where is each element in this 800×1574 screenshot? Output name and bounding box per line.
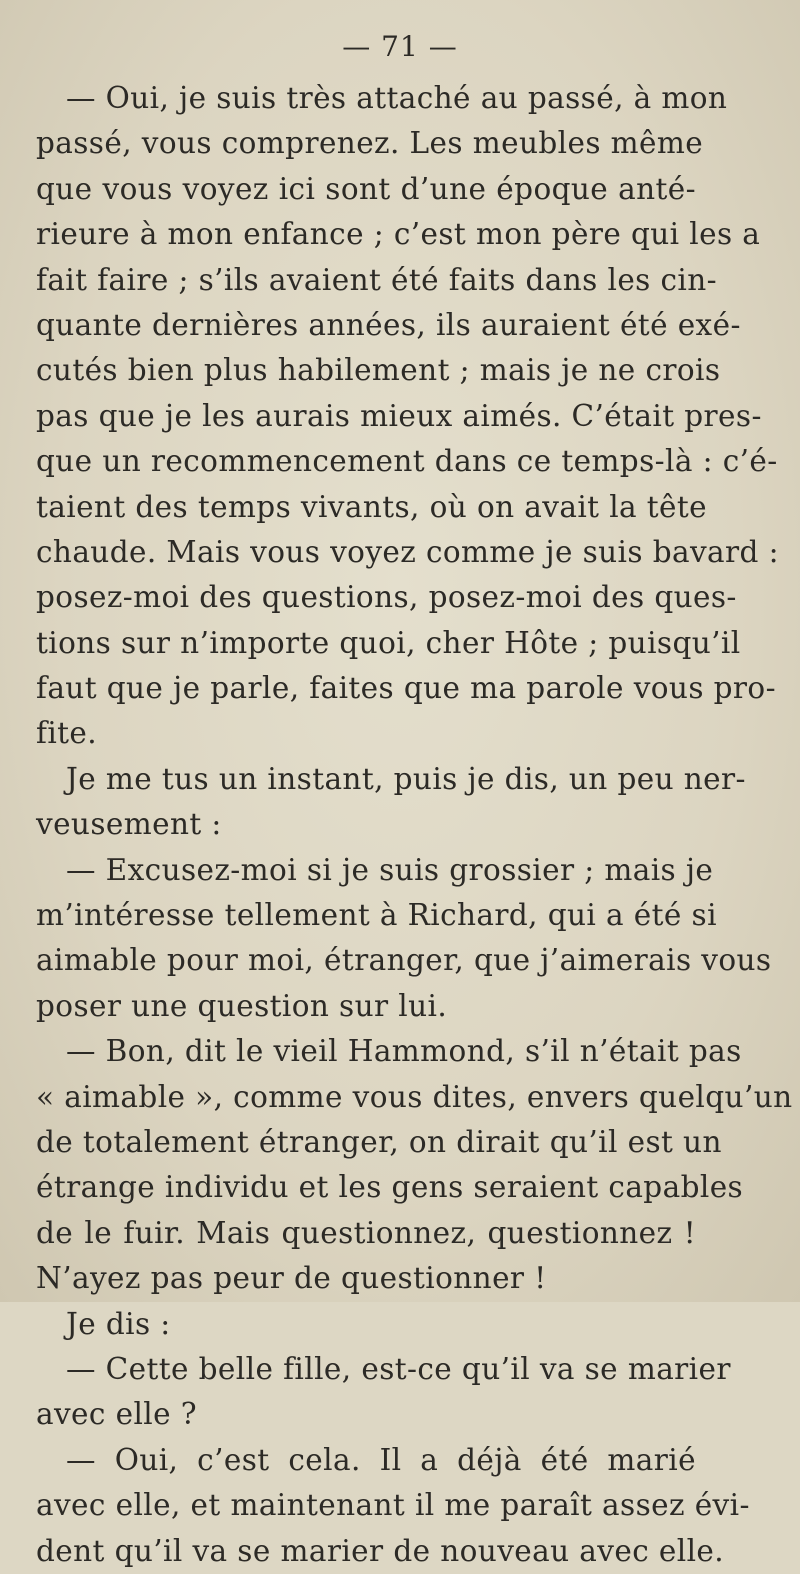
text-line: que un recommencement dans ce temps-là : c’é- bbox=[36, 444, 778, 479]
text-line: étrange individu et les gens seraient capables bbox=[36, 1170, 744, 1205]
text-line: dent qu’il va se marier de nouveau avec elle. bbox=[36, 1533, 725, 1568]
text-line: avec elle ? bbox=[36, 1397, 197, 1432]
text-line: N’ayez pas peur de questionner ! bbox=[36, 1261, 547, 1296]
text-line: posez-moi des questions, posez-moi des ques- bbox=[36, 580, 737, 615]
text-line: Je dis : bbox=[66, 1306, 171, 1341]
text-line: passé, vous comprenez. Les meubles même bbox=[36, 126, 704, 161]
text-line: de totalement étranger, on dirait qu’il est un bbox=[36, 1124, 722, 1159]
text-line: veusement : bbox=[36, 807, 222, 842]
text-line: Je me tus un instant, puis je dis, un peu ner- bbox=[66, 761, 746, 796]
body-text bbox=[36, 76, 793, 1574]
text-line: rieure à mon enfance ; c’est mon père qui les a bbox=[36, 217, 761, 252]
text-line: m’intéresse tellement à Richard, qui a été si bbox=[36, 898, 717, 933]
text-line: — Bon, dit le vieil Hammond, s’il n’était pas bbox=[66, 1034, 742, 1069]
page-number: — 71 — bbox=[342, 30, 458, 63]
text-line: tions sur n’importe quoi, cher Hôte ; puisqu’il bbox=[36, 625, 741, 660]
text-line: fait faire ; s’ils avaient été faits dans les cin- bbox=[36, 262, 718, 297]
text-line: poser une question sur lui. bbox=[36, 988, 448, 1023]
text-line: fite. bbox=[36, 716, 98, 751]
text-line: faut que je parle, faites que ma parole vous pro- bbox=[36, 671, 776, 706]
text-line: taient des temps vivants, où on avait la tête bbox=[36, 489, 708, 524]
text-line: « aimable », comme vous dites, envers quelqu’un bbox=[36, 1079, 793, 1114]
text-line: que vous voyez ici sont d’une époque anté- bbox=[36, 171, 696, 206]
text-line: — Oui, je suis très attaché au passé, à mon bbox=[66, 81, 728, 115]
text-line: — Cette belle fille, est-ce qu’il va se marier bbox=[66, 1351, 731, 1386]
text-line: chaude. Mais vous voyez comme je suis bavard : bbox=[36, 534, 779, 569]
text-line: — Excusez-moi si je suis grossier ; mais je bbox=[66, 852, 714, 887]
text-line: cutés bien plus habilement ; mais je ne crois bbox=[36, 353, 721, 388]
text-line: avec elle, et maintenant il me paraît assez évi- bbox=[36, 1488, 750, 1523]
text-line: aimable pour moi, étranger, que j’aimerais vous bbox=[36, 943, 772, 978]
text-line: pas que je les aurais mieux aimés. C’était pres- bbox=[36, 398, 762, 433]
text-line: de le fuir. Mais questionnez, questionnez ! bbox=[36, 1215, 696, 1250]
text-line: — Oui, c’est cela. Il a déjà été marié bbox=[66, 1442, 696, 1477]
text-line: quante dernières années, ils auraient été exé- bbox=[36, 307, 741, 342]
